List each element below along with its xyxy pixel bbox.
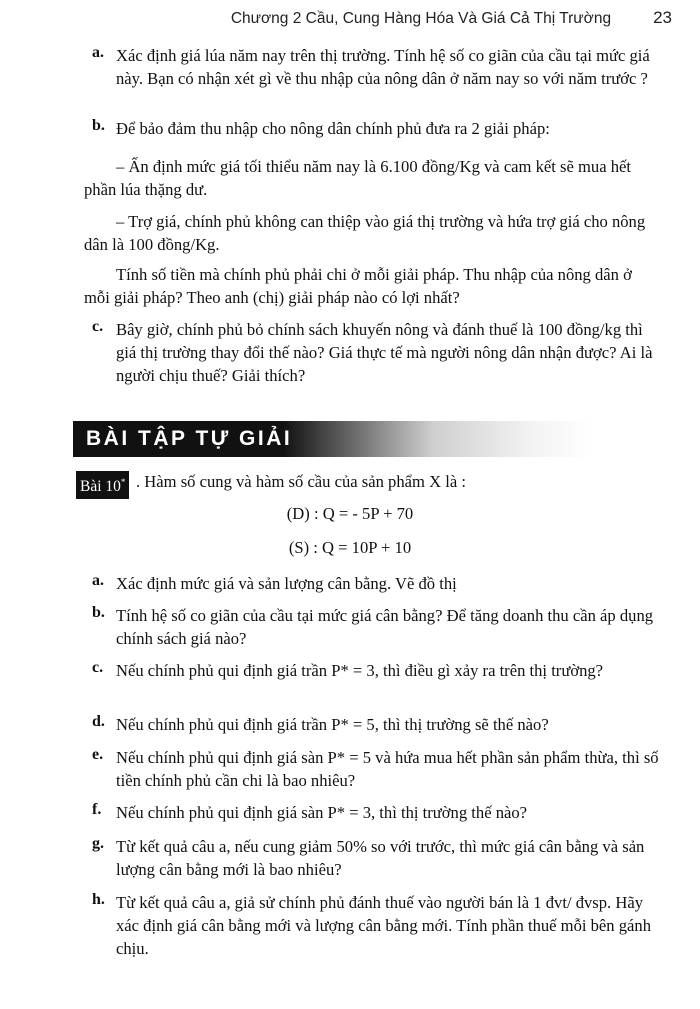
exercise-item-g bbox=[92, 835, 660, 881]
question-c bbox=[92, 318, 660, 387]
solution-option-1 bbox=[84, 155, 660, 201]
item-label: e. bbox=[92, 746, 104, 763]
chapter-title: Chương 2 Cầu, Cung Hàng Hóa Và Giá Cả Thị Trường bbox=[230, 10, 612, 27]
exercise-star: * bbox=[120, 477, 126, 487]
equation-demand: (D) : Q = - 5P + 70 bbox=[286, 504, 414, 523]
exercise-item-d bbox=[92, 713, 660, 736]
exercise-item-f bbox=[92, 801, 660, 824]
item-text: Nếu chính phủ qui định giá sàn P* = 3, thì thị trường thế nào? bbox=[116, 803, 528, 822]
question-text: Xác định giá lúa năm nay trên thị trường. Tính hệ số co giãn của cầu tại mức giá này. Bạn có nhận xét gì về thu nhập của nông dân ở năm nay so với năm trước ? bbox=[116, 46, 650, 88]
item-label: d. bbox=[92, 713, 105, 730]
question-text: Để bảo đảm thu nhập cho nông dân chính phủ đưa ra 2 giải pháp: bbox=[116, 119, 550, 138]
question-label: b. bbox=[92, 117, 105, 134]
question-label: c. bbox=[92, 318, 104, 335]
exercise-item-h bbox=[92, 891, 660, 960]
question-b-followup bbox=[84, 263, 660, 309]
item-text: Nếu chính phủ qui định giá sàn P* = 5 và hứa mua hết phần sản phẩm thừa, thì số tiền chính phủ cần chi là bao nhiêu? bbox=[116, 748, 659, 790]
item-text: Từ kết quả câu a, nếu cung giảm 50% so với trước, thì mức giá cân bằng và sản lượng cân bằng mới là bao nhiêu? bbox=[116, 837, 645, 879]
section-title: BÀI TẬP TỰ GIẢI bbox=[86, 427, 293, 450]
question-a bbox=[92, 44, 660, 90]
item-label: f. bbox=[92, 801, 102, 818]
question-b bbox=[92, 117, 660, 140]
item-label: c. bbox=[92, 659, 104, 676]
item-label: a. bbox=[92, 572, 104, 589]
paragraph: – Ấn định mức giá tối thiểu năm nay là 6.100 đồng/Kg và cam kết sẽ mua hết phần lúa thặng dư. bbox=[84, 157, 631, 199]
item-text: Từ kết quả câu a, giả sử chính phủ đánh thuế vào người bán là 1 đvt/ đvsp. Hãy xác định giá cân bằng mới và lượng cân bằng mới. Tính phần thuế mỗi bên gánh chịu. bbox=[116, 893, 652, 958]
exercise-badge bbox=[76, 471, 129, 499]
item-label: h. bbox=[92, 891, 105, 908]
item-text: Nếu chính phủ qui định giá trần P* = 5, thì thị trường sẽ thế nào? bbox=[116, 715, 549, 734]
question-text: Bây giờ, chính phủ bỏ chính sách khuyến nông và đánh thuế là 100 đồng/kg thì giá thị trường thay đổi thế nào? Giá thực tế mà người nông dân nhận được? Ai là người chịu thuế? Giải thích? bbox=[116, 320, 653, 385]
item-label: b. bbox=[92, 604, 105, 621]
item-label: g. bbox=[92, 835, 104, 852]
item-text: Xác định mức giá và sản lượng cân bằng. Vẽ đồ thị bbox=[116, 574, 457, 593]
equation-supply: (S) : Q = 10P + 10 bbox=[288, 538, 412, 557]
paragraph: Tính số tiền mà chính phủ phải chi ở mỗi giải pháp. Thu nhập của nông dân ở mỗi giải pháp? Theo anh (chị) giải pháp nào có lợi nhất? bbox=[84, 265, 632, 307]
exercise-item-a bbox=[92, 572, 660, 595]
exercise-number: Bài 10 bbox=[80, 478, 121, 496]
exercise-item-c bbox=[92, 659, 660, 682]
solution-option-2 bbox=[84, 210, 660, 256]
item-text: Nếu chính phủ qui định giá trần P* = 3, thì điều gì xảy ra trên thị trường? bbox=[116, 661, 604, 680]
question-label: a. bbox=[92, 44, 104, 61]
exercise-item-b bbox=[92, 604, 660, 650]
paragraph: – Trợ giá, chính phủ không can thiệp vào giá thị trường và hứa trợ giá cho nông dân là 100 đồng/Kg. bbox=[84, 212, 646, 254]
page-number: 23 bbox=[653, 8, 672, 27]
item-text: Tính hệ số co giãn của cầu tại mức giá cân bằng? Để tăng doanh thu cần áp dụng chính sách giá nào? bbox=[116, 606, 654, 648]
running-header bbox=[180, 8, 672, 28]
exercise-intro: . Hàm số cung và hàm số cầu của sản phẩm X là : bbox=[136, 472, 466, 491]
exercise-item-e bbox=[92, 746, 660, 792]
